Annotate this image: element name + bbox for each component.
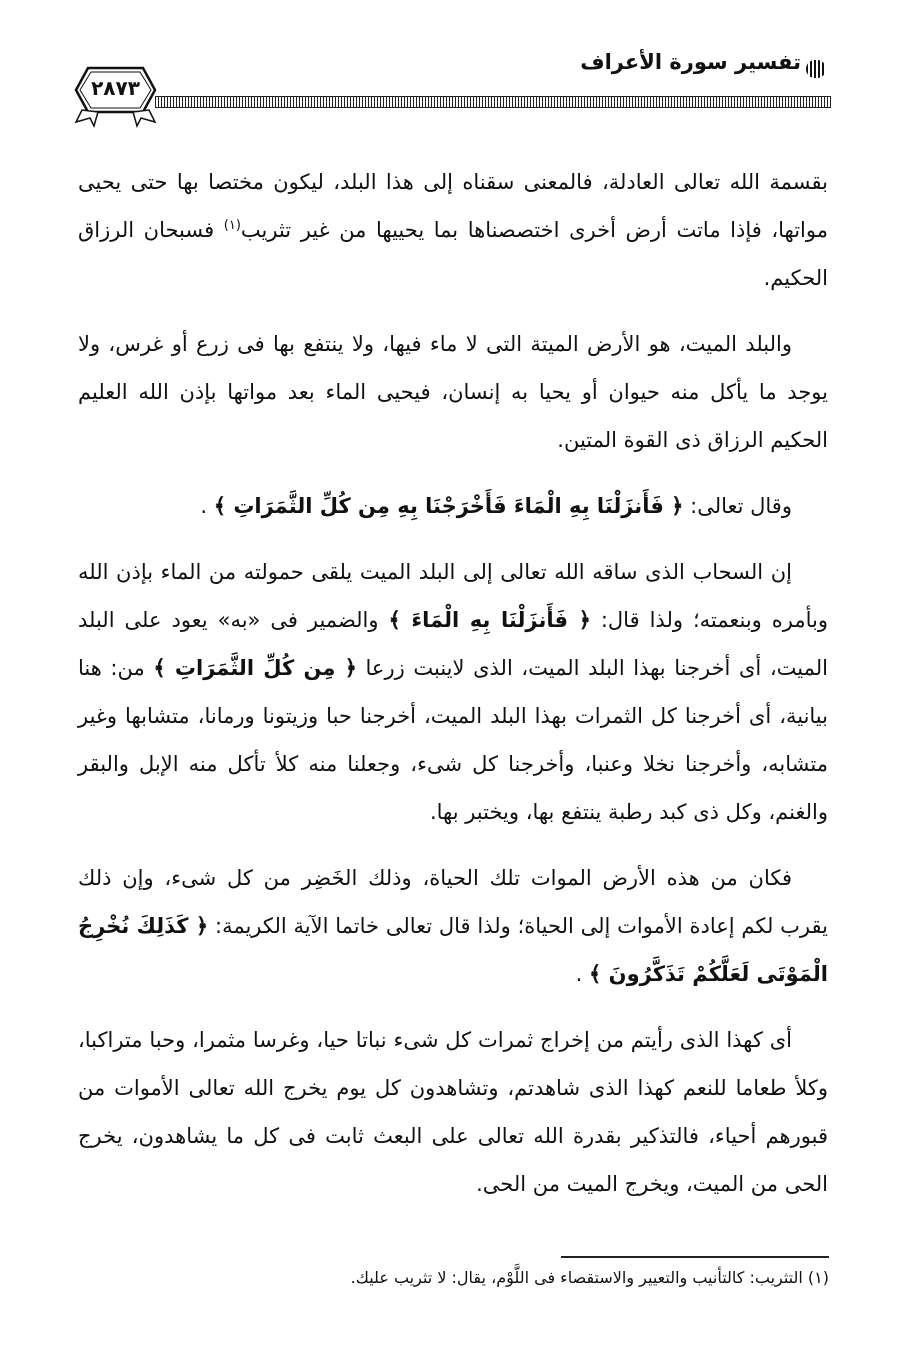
header-rule: [155, 96, 831, 108]
footnote-rule: [561, 1256, 829, 1258]
paragraph: [78, 320, 828, 464]
paragraph: [78, 548, 828, 836]
paragraph-text: فسبحان الرزاق الحكيم.: [78, 218, 828, 290]
paragraph: [78, 482, 828, 530]
paragraph-text: فكان من هذه الأرض الموات تلك الحياة، وذلك الخَضِر من كل شىء، وإن ذلك يقرب لكم إعادة الأموات إلى الحياة؛ ولذا قال تعالى خاتما الآية الكريمة:: [78, 866, 828, 938]
page-number: ٢٨٧٣: [91, 76, 140, 100]
paragraph-text: .: [200, 494, 214, 518]
quran-verse: ﴿ فَأَنزَلْنَا بِهِ الْمَاءَ ﴾: [388, 608, 591, 632]
paragraph-text: والضمير فى «به» يعود على البلد الميت، أى أخرجنا بهذا البلد الميت، الذى لاينبت زرعا: [78, 608, 828, 680]
paragraph-text: إن السحاب الذى ساقه الله تعالى إلى البلد الميت يلقى حمولته من الماء بإذن الله وبأمره وبنعمته؛ ولذا قال:: [78, 560, 829, 632]
running-header-title: تفسير سورة الأعراف: [580, 50, 801, 74]
paragraph-text: وقال تعالى:: [683, 494, 792, 518]
paragraph: [78, 854, 828, 998]
quran-verse: ﴿ كَذَلِكَ نُخْرِجُ الْمَوْتَى لَعَلَّكُمْ تَذَكَّرُونَ ﴾: [78, 914, 828, 986]
footnote-reference: (١): [223, 218, 241, 233]
quran-verse: ﴿ مِن كُلِّ الثَّمَرَاتِ ﴾: [153, 656, 357, 680]
footnote: (١) التثريب: كالتأنيب والتعيير والاستقصاء فى اللَّوْم، يقال: لا تثريب عليك.: [350, 1268, 829, 1287]
paragraph-text: .: [575, 962, 590, 986]
paragraph-text: من: هنا بيانية، أى أخرجنا كل الثمرات بهذا البلد الميت، أخرجنا حبا وزيتونا ورمانا، متشابها وغير متشابه، وأخرجنا نخلا وعنبا، وأخرجنا كل شىء، وجعلنا منه كلأ تأكل منه الإبل والبقر والغنم، وكل ذى كبد رطبة ينتفع بها، ويختبر بها.: [78, 656, 828, 824]
body-text: [78, 158, 828, 1226]
header-ornament-icon: [806, 60, 826, 78]
page-number-badge: [68, 60, 163, 130]
paragraph: [78, 158, 828, 302]
paragraph-text: أى كهذا الذى رأيتم من إخراج ثمرات كل شىء نباتا حيا، وغرسا مثمرا، وحبا متراكبا، وكلأ طعاما للنعم كهذا الذى شاهدتم، وتشاهدون كل يوم يخرج الله تعالى الأموات من قبورهم أحياء، فالتذكير بقدرة الله تعالى على البعث ثابت فى كل ما يشاهدون، يخرج الحى من الميت، ويخرج الميت من الحى.: [78, 1028, 828, 1196]
paragraph-text: بقسمة الله تعالى العادلة، فالمعنى سقناه إلى هذا البلد، ليكون مختصا بها حتى يحيى مواتها، فإذا ماتت أرض أخرى اختصصناها بما يحييها من غير تثريب: [78, 170, 828, 242]
paragraph-text: والبلد الميت، هو الأرض الميتة التى لا ماء فيها، ولا ينتفع بها فى زرع أو غرس، ولا يوجد ما يأكل منه حيوان أو يحيا به إنسان، فيحيى الماء بعد مواتها بإذن الله العليم الحكيم الرزاق ذى القوة المتين.: [78, 332, 828, 452]
quran-verse: ﴿ فَأَنزَلْنَا بِهِ الْمَاءَ فَأَخْرَجْنَا بِهِ مِن كُلِّ الثَّمَرَاتِ ﴾: [213, 494, 684, 518]
paragraph: [78, 1016, 828, 1208]
